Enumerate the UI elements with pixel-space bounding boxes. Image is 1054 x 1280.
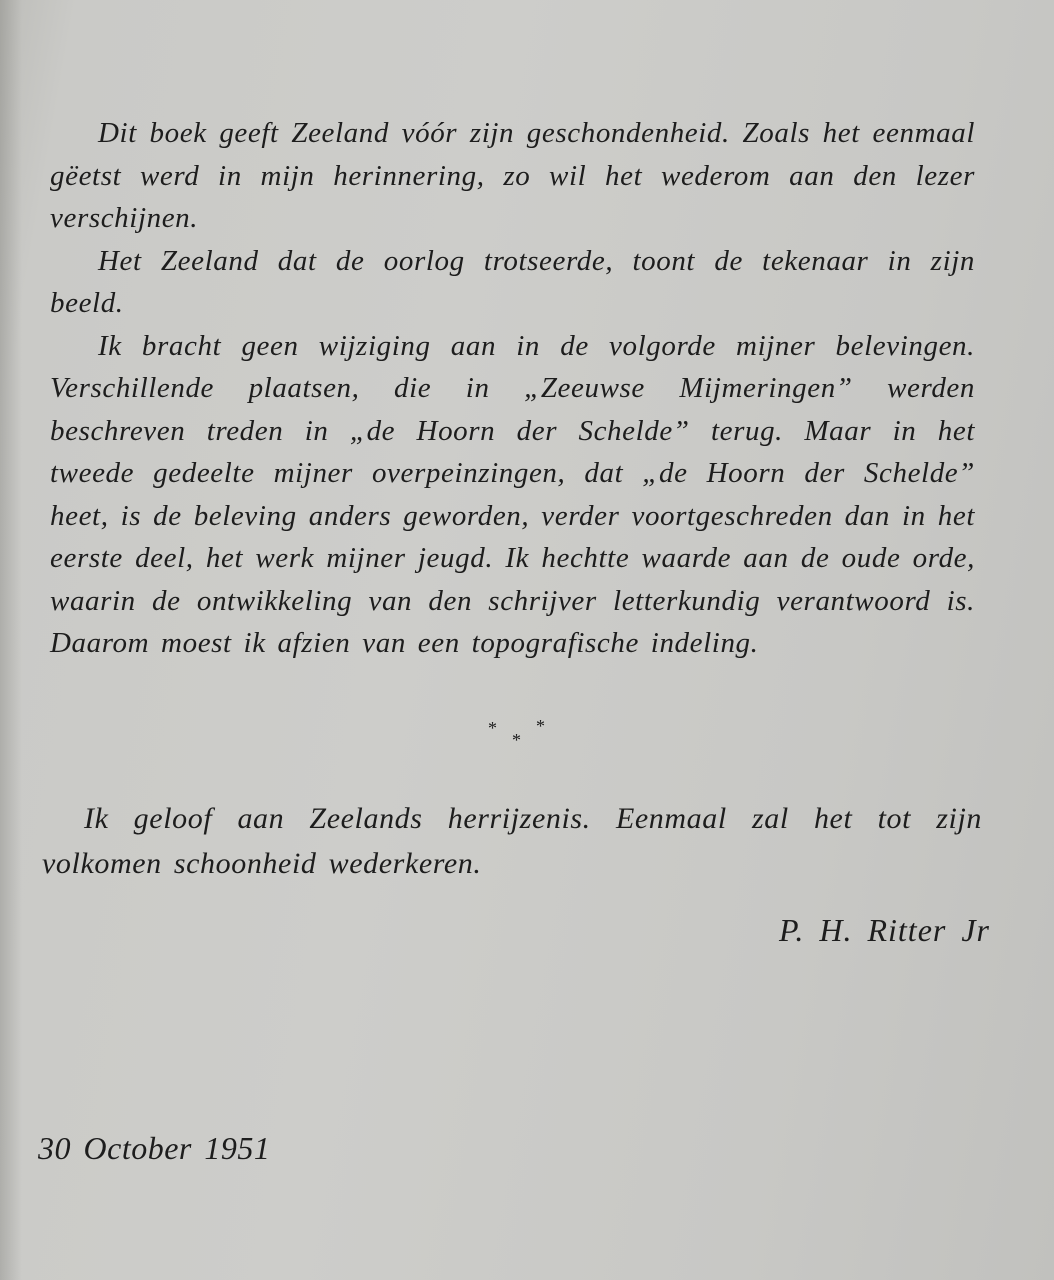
- closing-paragraph: Ik geloof aan Zeelands herrijzenis. Eenmaal zal het tot zijn volkomen schoonheid wederkeren.: [42, 802, 982, 880]
- author-signature: P. H. Ritter Jr: [778, 912, 990, 948]
- asterism-ornament: [482, 712, 552, 752]
- ornament-star: *: [536, 716, 545, 736]
- paragraph-1: Dit boek geeft Zeeland vóór zijn geschondenheid. Zoals het eenmaal gëetst werd in mijn herinnering, zo wil het wederom aan den lezer verschijnen.: [50, 117, 975, 234]
- ornament-star: *: [488, 718, 497, 738]
- paragraph-3: Ik bracht geen wijziging aan in de volgorde mijner belevingen. Verschillende plaatsen, die in „Zeeuwse Mijmeringen” werden beschreven treden in „de Hoorn der Schelde” terug. Maar in het tweede gedeelte mijner overpeinzingen, dat „de Hoorn der Schelde” heet, is de beleving anders geworden, verder voortgeschreden dan in het eerste deel, het werk mijner jeugd. Ik hechtte waarde aan de oude orde, waarin de ontwikkeling van den schrijver letterkundig verantwoord is. Daarom moest ik afzien van een topografische indeling.: [50, 329, 975, 659]
- page-binding-shadow: [0, 0, 22, 1280]
- paragraph-2: Het Zeeland dat de oorlog trotseerde, toont de tekenaar in zijn beeld.: [50, 244, 975, 319]
- preface-text: [50, 112, 975, 665]
- ornament-star: *: [512, 730, 521, 750]
- handwritten-date: 30 October 1951: [38, 1130, 271, 1166]
